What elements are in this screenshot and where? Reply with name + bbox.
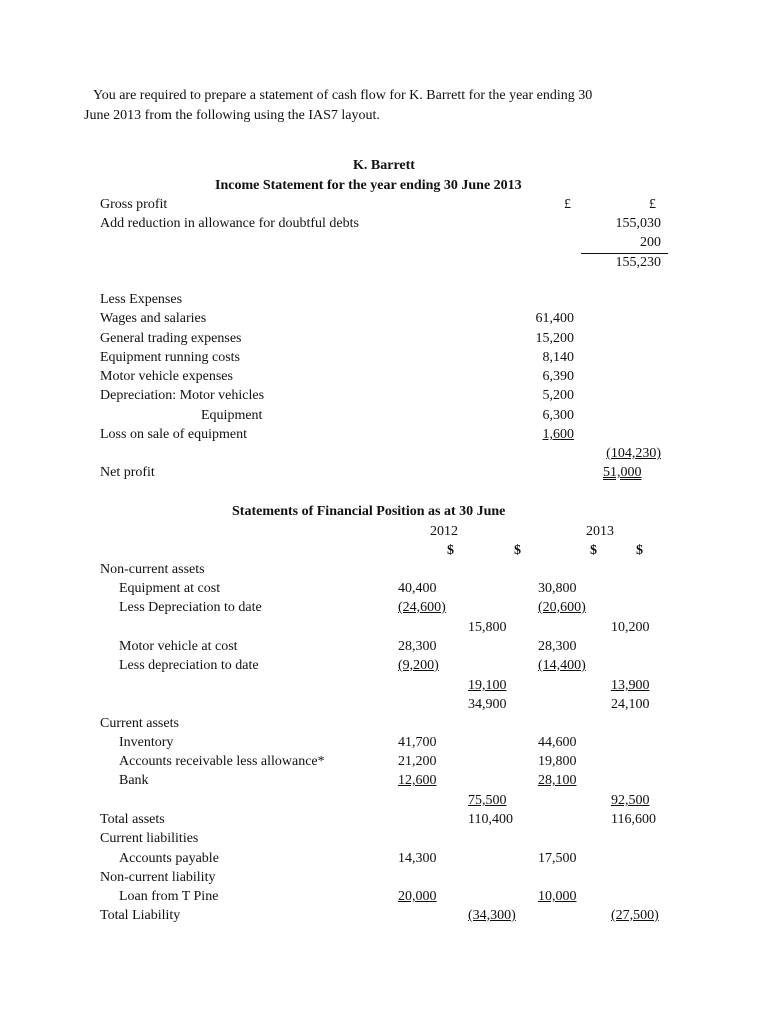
income-statement-title: Income Statement for the year ending 30 June 2013: [215, 178, 522, 193]
bank-2013: 28,100: [538, 773, 577, 788]
expense-label: Depreciation: Motor vehicles: [100, 388, 265, 403]
year-2013: 2013: [586, 524, 614, 539]
motor-dep-label: Less depreciation to date: [119, 658, 259, 673]
bank-label: Bank: [119, 773, 149, 788]
net-profit-value: [603, 465, 642, 481]
expense-label: Loss on sale of equipment: [100, 427, 247, 442]
currency-symbol: $: [590, 543, 597, 558]
equipment-cost-2012: 40,400: [398, 581, 437, 596]
currency-symbol-col2: £: [649, 197, 656, 212]
nca-total-2012: 34,900: [468, 697, 507, 712]
nca-total-2013: 24,100: [611, 697, 650, 712]
ca-total-2012: 75,500: [468, 793, 507, 808]
equipment-net-2012: 15,800: [468, 620, 507, 635]
net-profit-underlined: 51,000: [603, 465, 642, 480]
equipment-cost-2013: 30,800: [538, 581, 577, 596]
add-reduction-label: Add reduction in allowance for doubtful debts: [100, 216, 359, 231]
motor-cost-label: Motor vehicle at cost: [119, 639, 238, 654]
motor-dep-2013: (14,400): [538, 658, 586, 673]
receivables-label: Accounts receivable less allowance*: [119, 754, 325, 769]
sofp-title: Statements of Financial Position as at 30 June: [232, 504, 506, 519]
total-liability-label: Total Liability: [100, 908, 181, 923]
currency-symbol: $: [636, 543, 643, 558]
expense-label: General trading expenses: [100, 331, 242, 346]
receivables-2012: 21,200: [398, 754, 437, 769]
total-assets-2013: 116,600: [611, 812, 656, 827]
equipment-dep-2012: (24,600): [398, 600, 446, 615]
motor-cost-2013: 28,300: [538, 639, 577, 654]
expense-value: [480, 427, 574, 443]
expense-value: 8,140: [542, 350, 574, 365]
current-liabilities-label: Current liabilities: [100, 831, 199, 846]
intro-line-2: June 2013 from the following using the IAS7 layout.: [84, 108, 380, 123]
total-expenses-underlined: (104,230): [606, 446, 661, 461]
expense-label: Motor vehicle expenses: [100, 369, 233, 384]
expense-value: 61,400: [535, 311, 574, 326]
loan-2013: 10,000: [538, 889, 577, 904]
non-current-liability-label: Non-current liability: [100, 870, 216, 885]
loan-2012: 20,000: [398, 889, 437, 904]
net-profit-label: Net profit: [100, 465, 155, 480]
expense-value: 5,200: [542, 388, 574, 403]
currency-symbol: $: [514, 543, 521, 558]
receivables-2013: 19,800: [538, 754, 577, 769]
payables-2013: 17,500: [538, 851, 577, 866]
currency-symbol-col1: £: [564, 197, 571, 212]
subtotal-value: 155,230: [615, 255, 661, 270]
inventory-label: Inventory: [119, 735, 174, 750]
motor-cost-2012: 28,300: [398, 639, 437, 654]
non-current-assets-label: Non-current assets: [100, 562, 205, 577]
expense-label: Wages and salaries: [100, 311, 207, 326]
total-liability-2013: (27,500): [611, 908, 659, 923]
payables-2012: 14,300: [398, 851, 437, 866]
gross-profit-value: 155,030: [615, 216, 661, 231]
total-assets-2012: 110,400: [468, 812, 513, 827]
intro-line-1: You are required to prepare a statement of cash flow for K. Barrett for the year ending 30: [93, 88, 593, 103]
loan-label: Loan from T Pine: [119, 889, 219, 904]
expense-value: 6,300: [542, 408, 574, 423]
total-assets-label: Total assets: [100, 812, 165, 827]
current-assets-label: Current assets: [100, 716, 179, 731]
motor-net-2012: 19,100: [468, 678, 507, 693]
ca-total-2013: 92,500: [611, 793, 650, 808]
expense-value-underlined: 1,600: [542, 427, 574, 442]
total-liability-2012: (34,300): [468, 908, 516, 923]
payables-label: Accounts payable: [119, 851, 219, 866]
expense-value: 6,390: [542, 369, 574, 384]
expense-value: 15,200: [535, 331, 574, 346]
total-expenses: [560, 446, 661, 462]
equipment-cost-label: Equipment at cost: [119, 581, 221, 596]
motor-net-2013: 13,900: [611, 678, 650, 693]
year-2012: 2012: [430, 524, 458, 539]
inventory-2013: 44,600: [538, 735, 577, 750]
expense-label: Equipment: [201, 408, 263, 423]
motor-dep-2012: (9,200): [398, 658, 439, 673]
equipment-dep-2013: (20,600): [538, 600, 586, 615]
expense-label: Equipment running costs: [100, 350, 240, 365]
currency-symbol: $: [447, 543, 454, 558]
inventory-2012: 41,700: [398, 735, 437, 750]
equipment-dep-label: Less Depreciation to date: [119, 600, 262, 615]
gross-profit-label: Gross profit: [100, 197, 168, 212]
company-name: K. Barrett: [353, 158, 415, 173]
bank-2012: 12,600: [398, 773, 437, 788]
add-reduction-value: 200: [640, 235, 661, 250]
equipment-net-2013: 10,200: [611, 620, 650, 635]
less-expenses-label: Less Expenses: [100, 292, 183, 307]
subtotal-rule: [581, 253, 668, 254]
